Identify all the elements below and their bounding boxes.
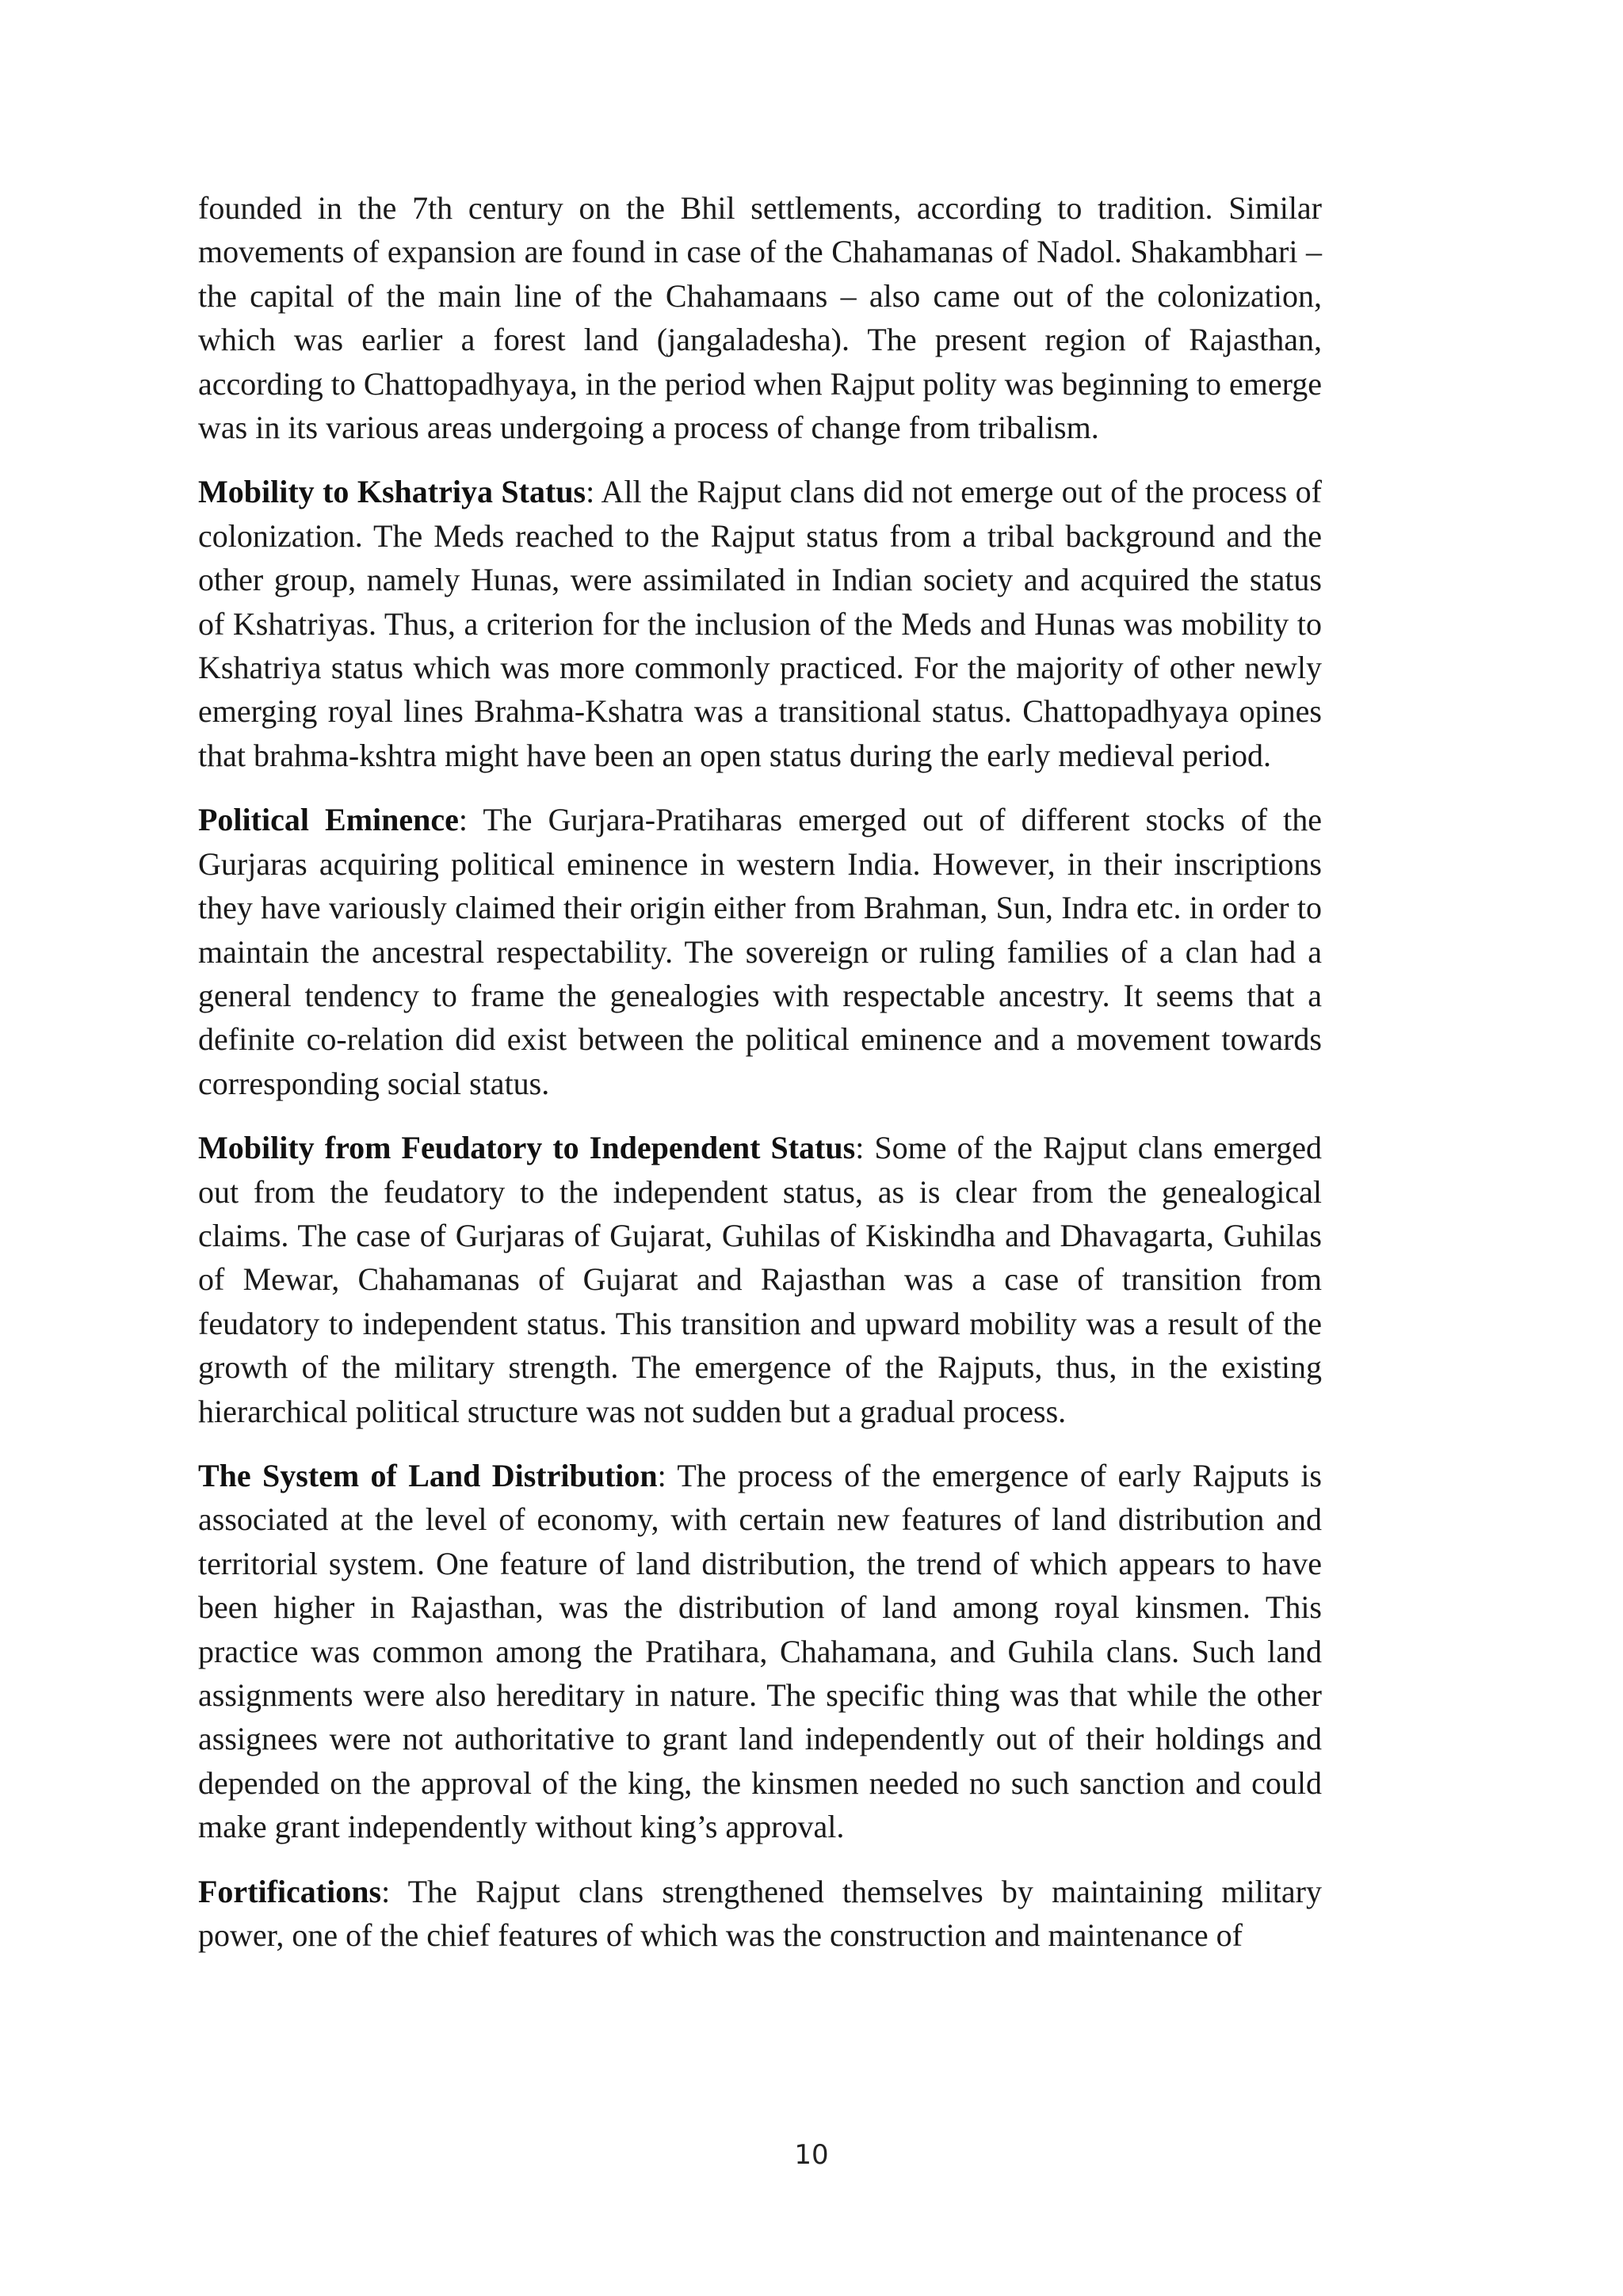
- paragraph-text: The Rajput clans strengthened themselves by maintaining military power, one of the chief features of which was the construction and maintenance of: [198, 1873, 1322, 1954]
- paragraph-fortifications: [198, 1870, 1322, 1958]
- heading-separator: :: [855, 1130, 865, 1166]
- paragraph-text: The process of the emergence of early Rajputs is associated at the level of economy, with certain new features of land distribution and territorial system. One feature of land distribution, the trend of which appears to have been higher in Rajasthan, was the distribution of land among royal kinsmen. This practice was common among the Pratihara, Chahamana, and Guhila clans. Such land assignments were also hereditary in nature. The specific thing was that while the other assignees were not authoritative to grant land independently out of their holdings and depended on the approval of the king, the kinsmen needed no such sanction and could make grant independently without king’s approval.: [198, 1457, 1323, 1845]
- paragraph-mobility-kshatriya: [198, 470, 1322, 777]
- paragraph-text: Some of the Rajput clans emerged out from the feudatory to the independent status, as is clear from the genealogical claims. The case of Gurjaras of Gujarat, Guhilas of Kiskindha and Dhavagarta, Guhilas of Mewar, Chahamanas of Gujarat and Rajasthan was a case of transition from feudatory to independent status. This transition and upward mobility was a result of the growth of the military strength. The emergence of the Rajputs, thus, in the existing hierarchical political structure was not sudden but a gradual process.: [198, 1130, 1323, 1429]
- paragraph-text: founded in the 7th century on the Bhil settlements, according to tradition. Similar movements of expansion are found in case of the Chahamanas of Nadol. Shakambhari – the capital of the main line of the Chahamaans – also came out of the colonization, which was earlier a forest land (jangaladesha). The present region of Rajasthan, according to Chattopadhyaya, in the period when Rajput polity was beginning to emerge was in its various areas undergoing a process of change from tribalism.: [198, 190, 1322, 446]
- section-heading: Political Eminence: [198, 802, 459, 838]
- paragraph-text: The Gurjara-Pratiharas emerged out of different stocks of the Gurjaras acquiring political eminence in western India. However, in their inscriptions they have variously claimed their origin either from Brahman, Sun, Indra etc. in order to maintain the ancestral respectability. The sovereign or ruling families of a clan had a general tendency to frame the genealogies with respectable ancestry. It seems that a definite co-relation did exist between the political eminence and a movement towards corresponding social status.: [198, 802, 1322, 1101]
- paragraph-political-eminence: [198, 798, 1322, 1105]
- heading-separator: :: [458, 802, 468, 838]
- heading-separator: :: [586, 474, 595, 510]
- section-heading: Mobility from Feudatory to Independent Status: [198, 1130, 856, 1166]
- heading-separator: :: [381, 1873, 391, 1909]
- page-number: 10: [794, 2139, 829, 2171]
- section-heading: Fortifications: [198, 1873, 382, 1909]
- paragraph-text: All the Rajput clans did not emerge out of the process of colonization. The Meds reached to the Rajput status from a tribal background and the other group, namely Hunas, were assimilated in Indian society and acquired the status of Kshatriyas. Thus, a criterion for the inclusion of the Meds and Hunas was mobility to Kshatriya status which was more commonly practiced. For the majority of other newly emerging royal lines Brahma-Kshatra was a transitional status. Chattopadhyaya opines that brahma-kshtra might have been an open status during the early medieval period.: [198, 474, 1323, 773]
- heading-separator: :: [657, 1457, 666, 1493]
- paragraph-feudatory-independent: [198, 1126, 1322, 1433]
- paragraph-bhil-settlements: [198, 186, 1322, 449]
- page-body: [198, 186, 1322, 1978]
- section-heading: The System of Land Distribution: [198, 1457, 658, 1493]
- paragraph-land-distribution: [198, 1454, 1322, 1849]
- section-heading: Mobility to Kshatriya Status: [198, 474, 586, 510]
